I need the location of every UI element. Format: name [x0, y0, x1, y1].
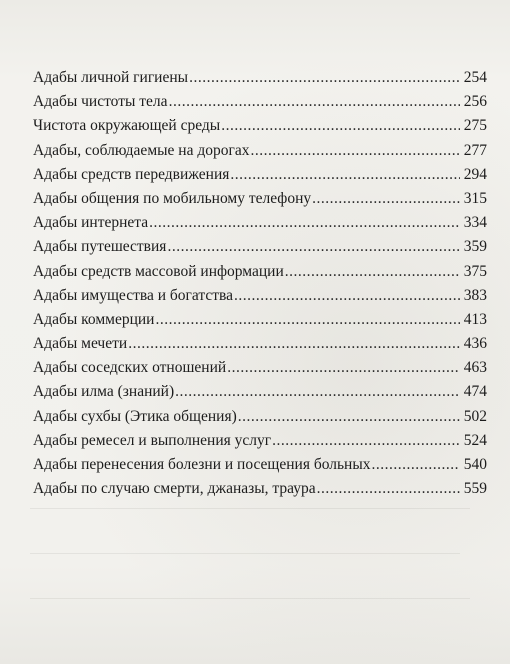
toc-entry-title: Адабы чистоты тела — [33, 93, 168, 111]
table-of-contents — [33, 66, 487, 501]
toc-leader-dots — [312, 187, 460, 211]
toc-entry — [33, 429, 487, 453]
toc-entry — [33, 477, 487, 501]
show-through-line — [30, 553, 460, 554]
toc-entry-title: Адабы, соблюдаемые на дорогах — [33, 141, 250, 159]
toc-entry-page: 334 — [463, 214, 487, 232]
toc-entry-title: Адабы перенесения болезни и посещения больных — [33, 456, 371, 473]
toc-leader-dots — [128, 332, 460, 356]
toc-entry-title: Адабы сухбы (Этика общения) — [33, 407, 237, 425]
toc-entry-title: Адабы личной гигиены — [33, 69, 189, 86]
toc-entry — [33, 114, 487, 138]
toc-entry — [33, 284, 487, 308]
toc-leader-dots — [155, 308, 460, 332]
toc-leader-dots — [285, 260, 460, 284]
toc-entry-page: 315 — [463, 189, 487, 207]
toc-entry-page: 524 — [463, 431, 487, 449]
toc-entry-title: Адабы средств массовой информации — [33, 262, 284, 280]
toc-entry-title: Адабы путешествия — [33, 238, 167, 256]
toc-entry-page: 375 — [463, 262, 487, 280]
toc-leader-dots — [250, 139, 460, 163]
show-through-line — [30, 508, 470, 509]
toc-entry — [33, 332, 487, 356]
toc-leader-dots — [230, 163, 460, 187]
toc-leader-dots — [175, 380, 460, 404]
toc-entry-page: 436 — [463, 335, 487, 353]
toc-entry-title: Адабы имущества и богатства — [33, 286, 233, 304]
toc-entry-page: 359 — [463, 238, 487, 256]
toc-entry-page: 474 — [463, 383, 487, 401]
toc-leader-dots — [167, 235, 460, 259]
toc-entry — [33, 380, 487, 404]
toc-leader-dots — [227, 356, 460, 380]
toc-entry-title: Адабы средств передвижения — [33, 165, 230, 183]
toc-entry-title: Адабы ремесел и выполнения услуг — [33, 431, 272, 449]
toc-leader-dots — [169, 90, 460, 114]
toc-entry-title: Адабы мечети — [33, 335, 128, 353]
show-through-line — [30, 598, 470, 599]
toc-leader-dots — [234, 284, 460, 308]
toc-entry — [33, 405, 487, 429]
toc-leader-dots — [317, 477, 460, 501]
toc-entry-title: Адабы илма (знаний) — [33, 383, 175, 401]
toc-entry-page: 277 — [463, 141, 487, 159]
toc-entry-title: Адабы по случаю смерти, джаназы, траура — [33, 480, 316, 498]
toc-entry — [33, 453, 487, 477]
toc-entry-page: 254 — [463, 69, 487, 86]
toc-entry-title: Адабы интернета — [33, 214, 149, 232]
toc-entry — [33, 356, 487, 380]
toc-entry — [33, 139, 487, 163]
toc-entry-page: 256 — [463, 93, 487, 111]
toc-entry-page: 413 — [463, 310, 487, 328]
toc-entry — [33, 235, 487, 259]
toc-entry-title: Чистота окружающей среды — [33, 117, 221, 135]
toc-entry — [33, 90, 487, 114]
toc-entry — [33, 260, 487, 284]
toc-entry-page: 383 — [463, 286, 487, 304]
toc-leader-dots — [272, 429, 460, 453]
toc-entry-page: 540 — [463, 456, 487, 473]
toc-entry-page: 463 — [463, 359, 487, 377]
toc-entry-title: Адабы общения по мобильному телефону — [33, 189, 312, 207]
toc-entry-title: Адабы коммерции — [33, 310, 155, 328]
toc-entry-page: 502 — [463, 407, 487, 425]
toc-leader-dots — [238, 405, 460, 429]
toc-leader-dots — [372, 453, 460, 477]
toc-leader-dots — [149, 211, 460, 235]
toc-entry — [33, 66, 487, 90]
toc-entry — [33, 187, 487, 211]
toc-entry-title: Адабы соседских отношений — [33, 359, 227, 377]
toc-leader-dots — [189, 66, 460, 90]
toc-leader-dots — [221, 114, 460, 138]
toc-entry-page: 559 — [463, 480, 487, 498]
toc-entry — [33, 308, 487, 332]
toc-entry — [33, 211, 487, 235]
toc-entry-page: 275 — [463, 117, 487, 135]
toc-entry-page: 294 — [463, 165, 487, 183]
toc-entry — [33, 163, 487, 187]
